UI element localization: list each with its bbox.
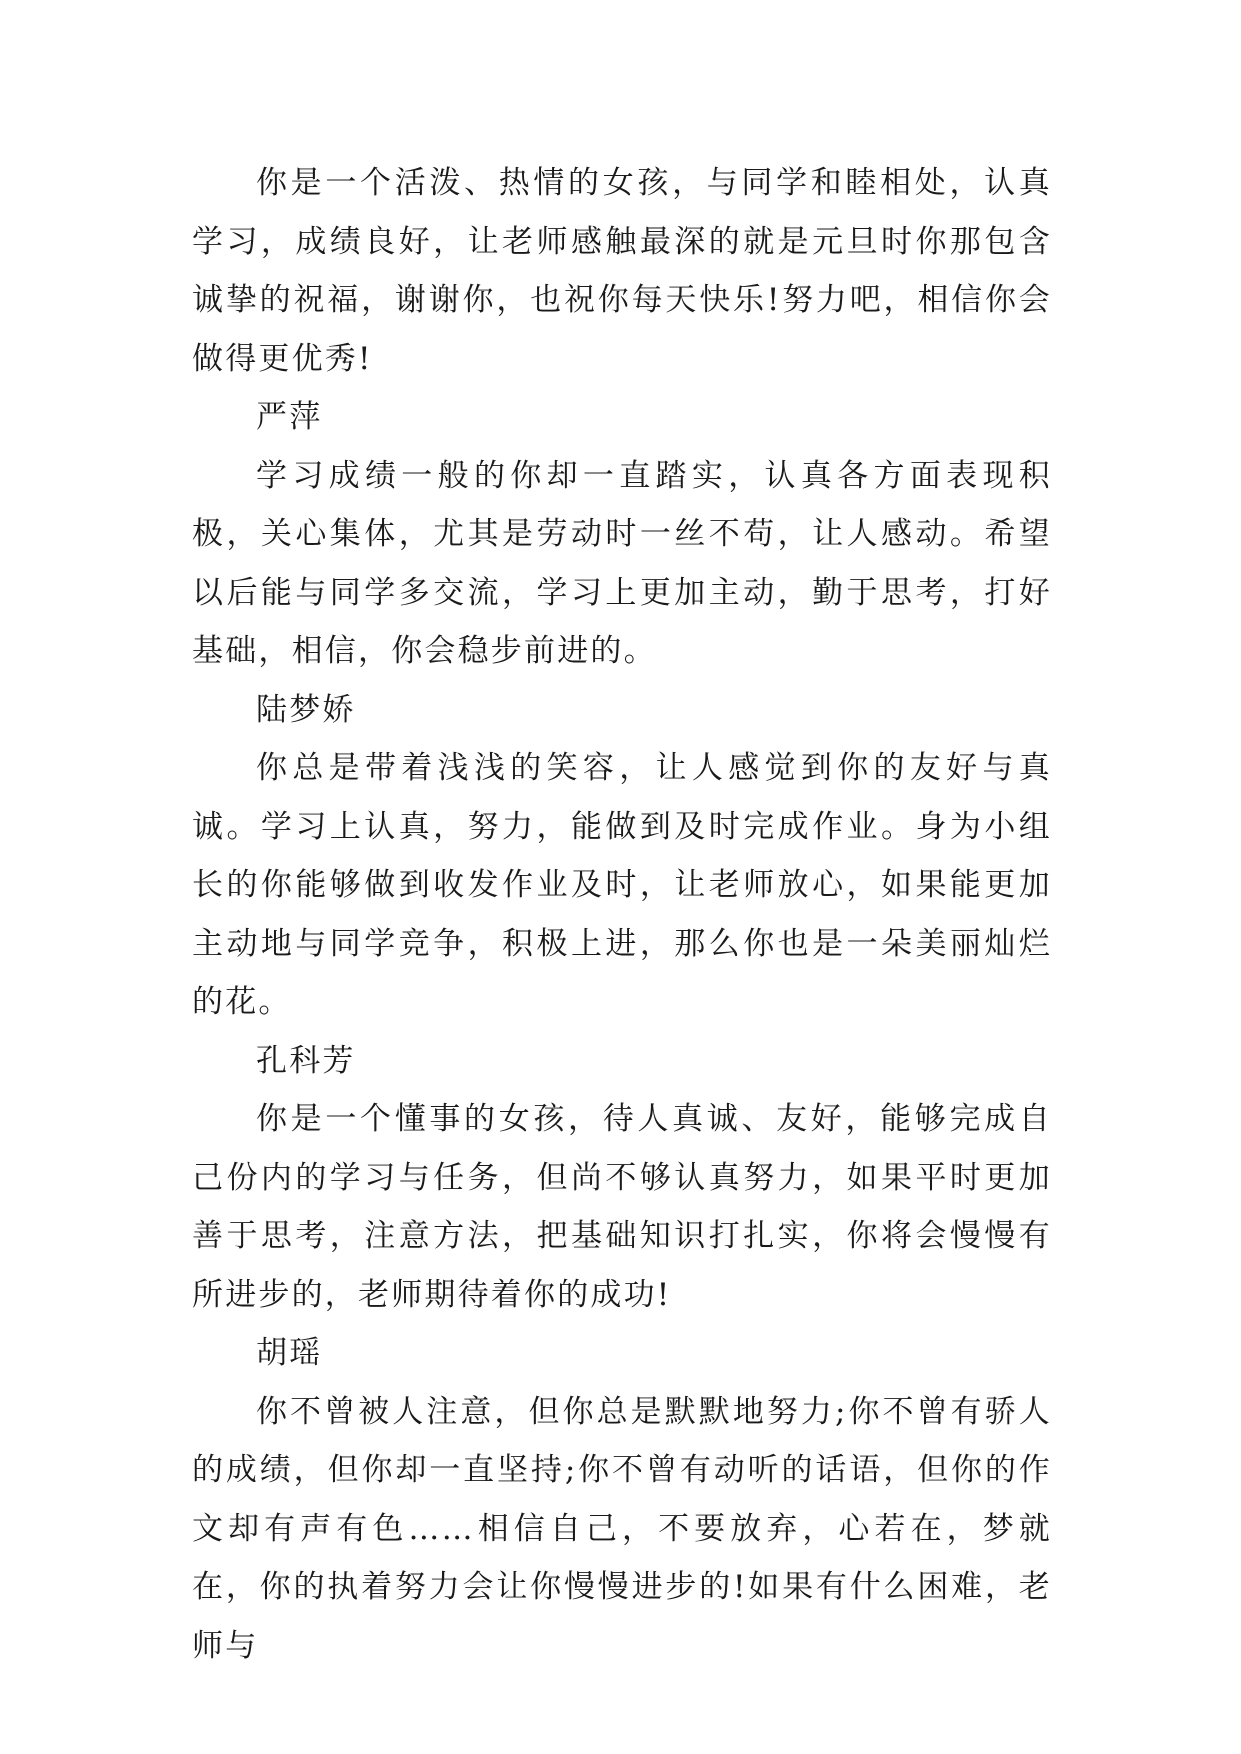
comment-paragraph-4: 你是一个懂事的女孩，待人真诚、友好，能够完成自己份内的学习与任务，但尚不够认真努力，如果平时更加善于思考，注意方法，把基础知识打扎实，你将会慢慢有所进步的，老师期待着你的成功! [192,1101,1052,1313]
document-body [192,154,1052,1675]
comment-paragraph-3: 你总是带着浅浅的笑容，让人感觉到你的友好与真诚。学习上认真，努力，能做到及时完成作业。身为小组长的你能够做到收发作业及时，让老师放心，如果能更加主动地与同学竞争，积极上进，那么你也是一朵美丽灿烂的花。 [192,750,1052,1020]
comment-paragraph-5: 你不曾被人注意，但你总是默默地努力;你不曾有骄人的成绩，但你却一直坚持;你不曾有动听的话语，但你的作文却有声有色……相信自己，不要放弃，心若在，梦就在，你的执着努力会让你慢慢进步的!如果有什么困难，老师与 [192,1393,1052,1664]
student-name-kong-kefang: 孔科芳 [256,1042,356,1079]
student-name-lu-mengjiao: 陆梦娇 [256,691,356,728]
comment-paragraph-1: 你是一个活泼、热情的女孩，与同学和睦相处，认真学习，成绩良好，让老师感触最深的就是元旦时你那包含诚挚的祝福，谢谢你，也祝你每天快乐!努力吧，相信你会做得更优秀! [192,165,1052,377]
student-name-yan-ping: 严萍 [256,399,323,435]
comment-paragraph-2: 学习成绩一般的你却一直踏实，认真各方面表现积极，关心集体，尤其是劳动时一丝不苟，让人感动。希望以后能与同学多交流，学习上更加主动，勤于思考，打好基础，相信，你会稳步前进的。 [192,457,1052,669]
student-name-hu-yao: 胡瑶 [256,1335,323,1371]
